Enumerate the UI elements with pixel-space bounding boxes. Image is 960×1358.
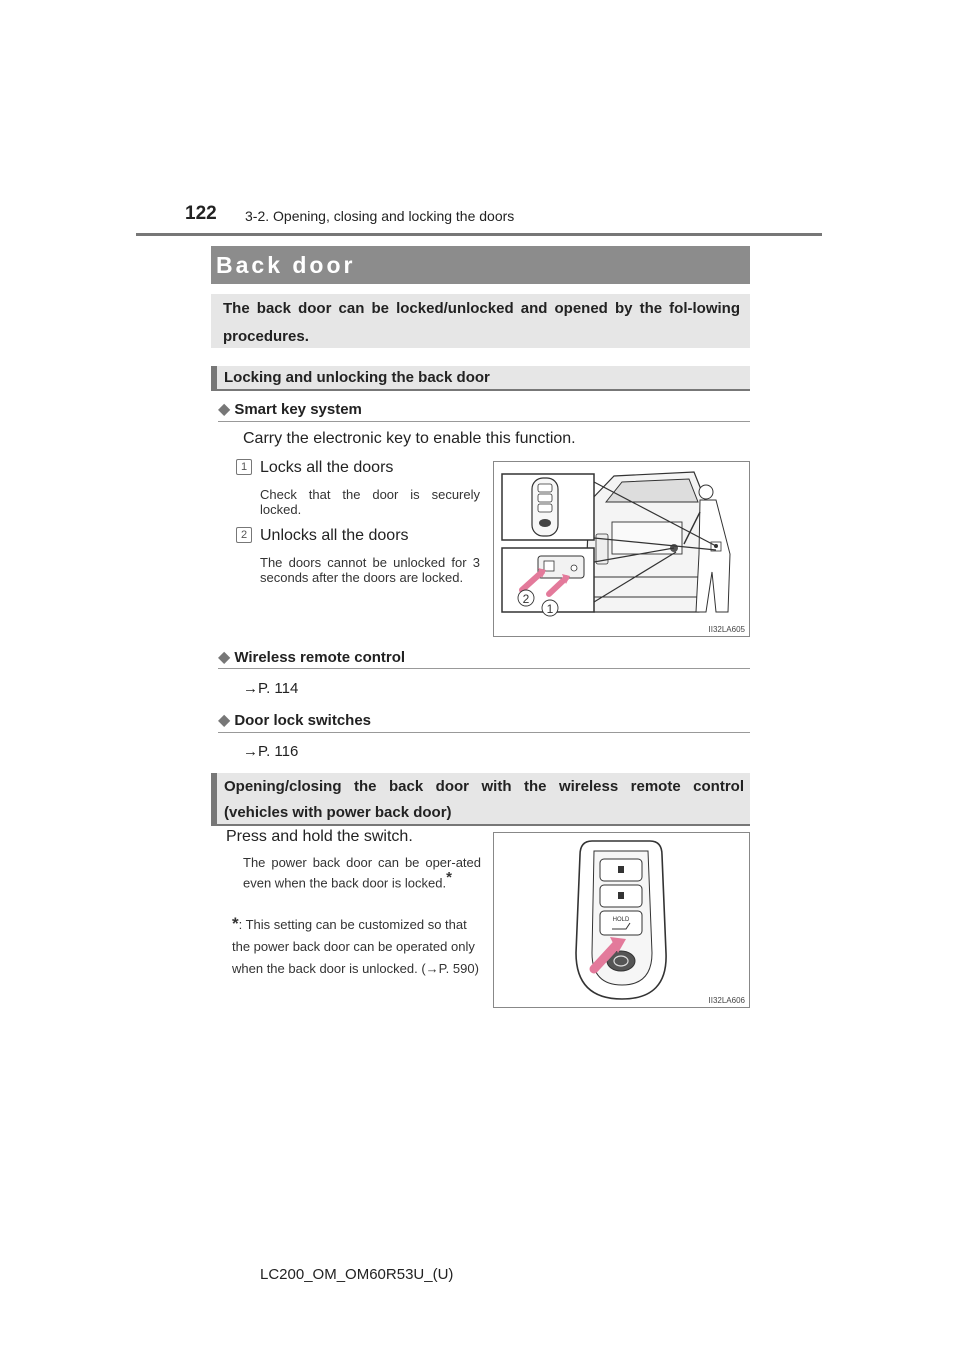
footnote-asterisk: * [232,914,239,933]
figure-code: II32LA605 [708,625,745,634]
power-door-note [243,855,481,890]
arrow-icon: → [243,680,258,697]
smart-key-heading [218,399,362,419]
wireless-ref-text: P. 114 [258,680,299,697]
footnote [232,913,482,980]
callout-1: 1 [546,602,554,616]
locking-heading-text: Locking and unlocking the back door [224,369,490,386]
wireless-ref[interactable] [243,680,298,697]
page-number: 122 [185,203,217,224]
chapter-title: 3-2. Opening, closing and locking the doors [245,208,515,224]
footnote-marker: * [446,869,452,886]
step-2 [236,527,409,545]
smart-key-lead: Carry the electronic key to enable this function. [243,430,576,447]
back-door-figure [493,461,750,637]
back-door-illustration [494,462,749,636]
arrow-icon: → [243,743,258,760]
figure-code: II32LA606 [708,996,745,1005]
switches-ref-text: P. 116 [258,743,299,760]
switches-ref[interactable] [243,743,298,760]
locking-heading [211,366,750,391]
step-1-note: Check that the door is securely locked. [260,487,480,517]
hold-label: HOLD [612,917,630,923]
step-1 [236,459,393,477]
wireless-heading-text: Wireless remote control [234,649,406,666]
step-2-number: 2 [236,527,252,543]
remote-key-illustration [494,833,749,1007]
divider [218,732,750,733]
remote-key-figure [493,832,750,1008]
footnote-ref[interactable]: P. 590) [438,961,479,976]
divider [218,421,750,422]
diamond-icon: ◆ [218,649,231,666]
intro-box: The back door can be locked/unlocked and opened by the fol-lowing procedures. [211,294,750,348]
power-door-lead: Press and hold the switch. [226,828,413,845]
divider [218,668,750,669]
power-door-heading-text: Opening/closing the back door with the wireless remote control (vehicles with power back door) [224,778,744,821]
step-1-number: 1 [236,459,252,475]
switches-heading-text: Door lock switches [234,712,372,729]
smart-key-heading-text: Smart key system [234,401,362,418]
footer-doc-id: LC200_OM_OM60R53U_(U) [260,1266,454,1283]
step-2-note: The doors cannot be unlocked for 3 seconds after the doors are locked. [260,555,480,585]
step-2-label: Unlocks all the doors [260,527,409,544]
power-door-heading [211,773,750,826]
power-door-note-text: The power back door can be oper-ated even when the back door is locked. [243,855,481,891]
diamond-icon: ◆ [218,712,231,729]
diamond-icon: ◆ [218,401,231,418]
step-1-label: Locks all the doors [260,459,394,476]
footnote-text: : This setting can be customized so that the power back door can be operated only when the back door is unlocked. ( [232,917,475,976]
section-title: Back door [211,246,750,284]
switches-heading [218,710,371,730]
wireless-heading [218,647,405,667]
header-rule [136,233,822,236]
callout-2: 2 [522,592,530,606]
arrow-icon: → [425,961,439,976]
